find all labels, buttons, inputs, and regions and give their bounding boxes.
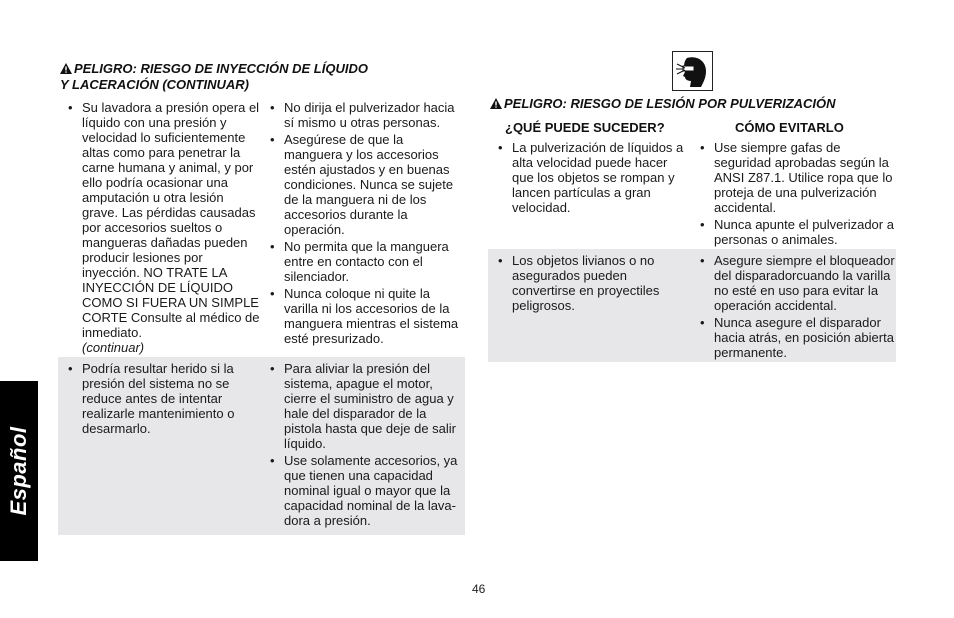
list-item: • Para aliviar la presión del sistema, apague el motor, cierre el suministro de agua y hale del disparador de la pistola hasta que deje de salir líquido. <box>270 361 457 451</box>
left-row2-col2 <box>270 361 462 530</box>
right-row1-col2 <box>700 140 896 249</box>
list-item: • Podría resultar herido si la presión del sistema no se reduce antes de intentar realizarle mantenimiento o desarmarlo. <box>68 361 235 436</box>
right-row2-col1 <box>498 253 673 315</box>
warning-triangle-icon <box>490 97 502 112</box>
list-item: • Nunca coloque ni quite la varilla ni los accesorios de la manguera mientras el sistema esté presurizado. <box>270 286 459 346</box>
list-item: • Use solamente accesorios, ya que tienen una capacidad nominal igual o mayor que la capacidad nominal de la lava-dora a presión. <box>270 453 458 528</box>
list-item: • Asegure siempre el bloqueador del disparadorcuando la varilla no esté en uso para evitar la operación accidental. <box>700 253 895 313</box>
left-row1-col2 <box>270 100 462 348</box>
warning-triangle-icon <box>60 62 72 77</box>
column-header-avoid: CÓMO EVITARLO <box>735 120 844 135</box>
page-number: 46 <box>472 582 486 596</box>
list-item: • Su lavadora a presión opera el líquido con una presión y velocidad lo suficientemente altas como para penetrar la carne humana y animal, y por ello podría ocasionar una amputación u otra lesión grave. Las pérdidas causadas por accesorios sueltos o mangueras dañadas pueden producir lesiones por inyección. NO TRATE LA INYECCIÓN DE LÍQUIDO COMO SI FUERA UN SIMPLE CORTE Consulte al médico de inmediato. (continuar) <box>68 100 260 355</box>
right-warning-heading <box>490 96 910 112</box>
left-heading-line1: PELIGRO: RIESGO DE INYECCIÓN DE LÍQUIDO <box>74 61 368 76</box>
language-tab-label: Español <box>6 426 31 516</box>
list-item: • No dirija el pulverizador hacia sí mismo u otras personas. <box>270 100 455 130</box>
safety-goggles-head-icon <box>672 51 713 91</box>
left-warning-heading <box>60 61 460 92</box>
list-item: • Asegúrese de que la manguera y los accesorios estén ajustados y en buenas condiciones. Nunca se sujete de la manguera ni de los accesorios durante la operación. <box>270 132 454 237</box>
left-row2-col1 <box>68 361 258 438</box>
column-header-what: ¿QUÉ PUEDE SUCEDER? <box>505 120 665 135</box>
list-item: • No permita que la manguera entre en contacto con el silenciador. <box>270 239 449 284</box>
left-row1-col1 <box>68 100 263 357</box>
list-item: • Use siempre gafas de seguridad aprobadas según la ANSI Z87.1. Utilice ropa que lo proteja de una pulverización accidental. <box>700 140 893 215</box>
left-heading-line2: Y LACERACIÓN (CONTINUAR) <box>60 77 249 92</box>
list-item: • Nunca apunte el pulverizador a personas o animales. <box>700 217 894 247</box>
continue-note: (continuar) <box>82 340 145 355</box>
right-row1-col1 <box>498 140 688 217</box>
list-item: • La pulverización de líquidos a alta velocidad puede hacer que los objetos se rompan y lancen partículas a gran velocidad. <box>498 140 684 215</box>
right-heading-text: PELIGRO: RIESGO DE LESIÓN POR PULVERIZACIÓN <box>504 96 836 111</box>
list-item: • Los objetos livianos o no asegurados pueden convertirse en proyectiles peligrosos. <box>498 253 660 313</box>
language-tab <box>0 381 38 561</box>
list-item: • Nunca asegure el disparador hacia atrás, en posición abierta permanente. <box>700 315 894 360</box>
right-row2-col2 <box>700 253 896 362</box>
